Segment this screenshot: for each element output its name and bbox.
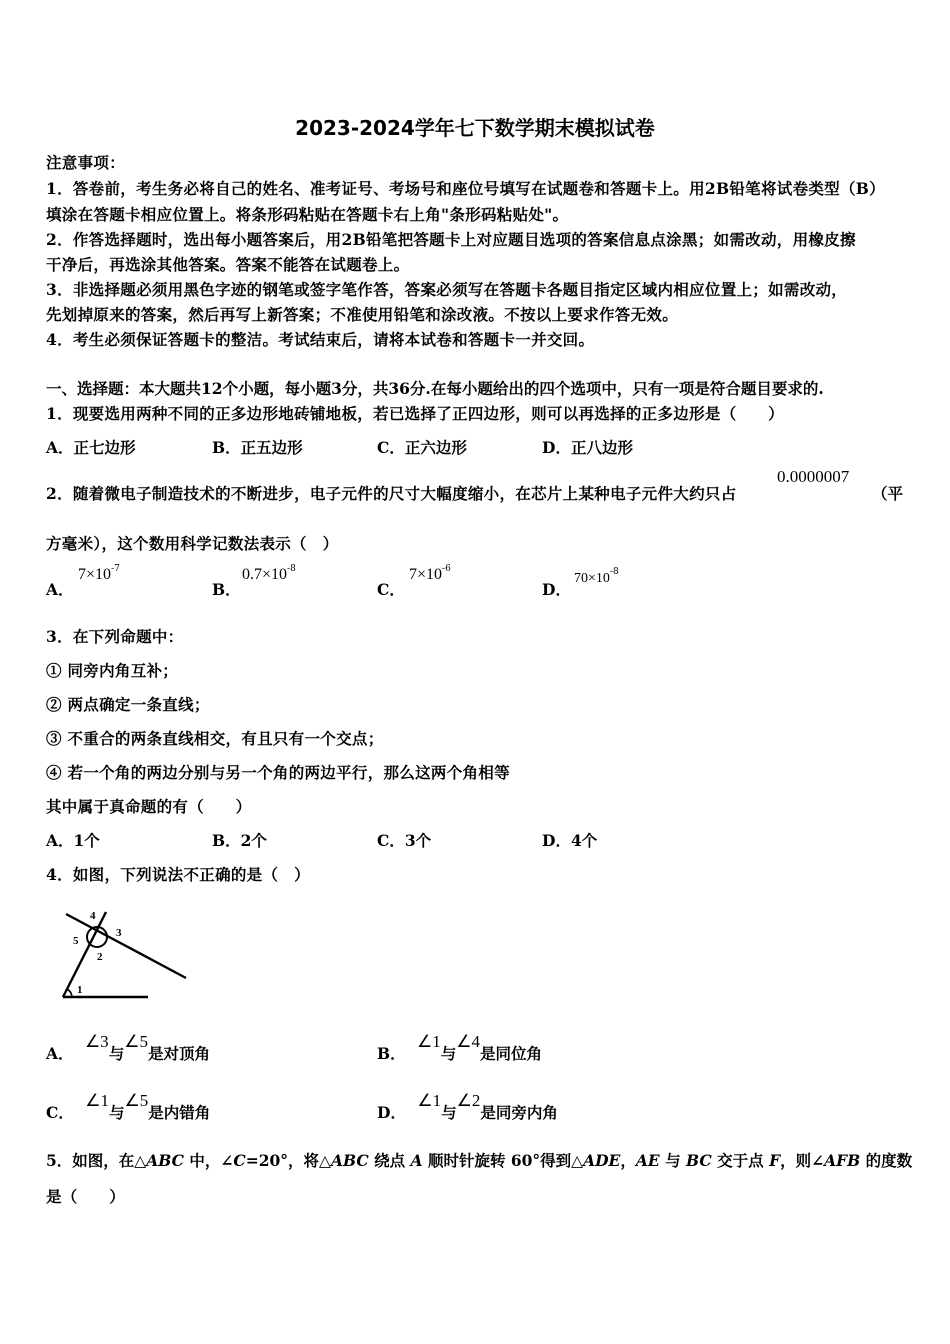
q3-option-d[interactable]: D．4个	[542, 831, 598, 850]
q4-c-angle2: ∠5	[124, 1091, 149, 1110]
q5-t: 的度数	[860, 1151, 913, 1170]
notice-line: 4．考生必须保证答题卡的整洁。考试结束后，请将本试卷和答题卡一并交回。	[46, 330, 595, 349]
q3-option-a[interactable]: A．1个	[46, 831, 100, 850]
q4-a-angle2: ∠5	[124, 1032, 148, 1051]
q5-t: A	[410, 1151, 423, 1170]
q5-stem-cont: 是（ ）	[46, 1187, 126, 1206]
q3-item: ③ 不重合的两条直线相交，有且只有一个交点；	[46, 729, 384, 748]
q2-stem	[46, 482, 737, 504]
q4-d-angle1: ∠1	[417, 1091, 442, 1110]
q4-option-d[interactable]	[377, 1091, 558, 1123]
q2-option-c[interactable]	[377, 578, 405, 600]
q1-option-d[interactable]: D．正八边形	[542, 438, 633, 457]
q3-option-c[interactable]: C．3个	[377, 831, 432, 850]
q1-option-a[interactable]: A．正七边形	[46, 438, 136, 457]
q1-option-b[interactable]: B．正五边形	[212, 438, 303, 457]
q4-a-angle1: ∠3	[84, 1032, 109, 1051]
q4-c-text: 是内错角	[148, 1103, 211, 1122]
notice-line: 干净后，再选涂其他答案。答案不能答在试题卷上。	[46, 255, 410, 274]
q2-stem-text: 2．随着微电子制造技术的不断进步，电子元件的尺寸大幅度缩小，在芯片上某种电子元件大约只占	[46, 484, 737, 503]
q4-figure	[58, 900, 193, 1004]
q4-b-with: 与	[440, 1044, 457, 1063]
q2-c-exp: -6	[442, 564, 451, 574]
q1-stem: 1．现要选用两种不同的正多边形地砖铺地板，若已选择了正四边形，则可以再选择的正多边形是（ ）	[46, 404, 784, 423]
q3-option-b[interactable]: B．2个	[212, 831, 267, 850]
q4-option-c[interactable]	[46, 1091, 211, 1123]
q2-number	[777, 467, 849, 487]
q5-t: F	[769, 1151, 781, 1170]
notice-line: 先划掉原来的答案，然后再写上新答案；不准使用铅笔和涂改液。不按以上要求作答无效。	[46, 305, 679, 324]
q4-a-label: A．	[46, 1044, 74, 1063]
q3-stem: 3．在下列命题中：	[46, 627, 184, 646]
q5-t: 交于点	[711, 1151, 770, 1170]
q4-c-with: 与	[109, 1103, 125, 1122]
section-heading: 一、选择题：本大题共12个小题，每小题3分，共36分.在每小题给出的四个选项中，只有一项是符合题目要求的.	[46, 379, 824, 398]
q2-option-a-label: A．	[46, 580, 74, 599]
q5-t: C	[233, 1151, 246, 1170]
q5-t: 中，∠	[183, 1151, 234, 1170]
q2-option-b-math	[242, 564, 296, 584]
figure-label-5: 5	[73, 935, 79, 947]
q2-a-base: 7×10	[78, 566, 112, 583]
q5-stem	[46, 1149, 912, 1171]
q4-a-text: 是对顶角	[147, 1044, 210, 1063]
q2-b-base: 0.7×10	[242, 566, 288, 583]
q5-t: 顺时针旋转 60°得到△	[422, 1151, 584, 1170]
q4-d-label: D．	[377, 1103, 406, 1122]
q3-item: ② 两点确定一条直线；	[46, 695, 210, 714]
q5-t: BC	[686, 1151, 712, 1170]
notice-line: 2．作答选择题时，选出每小题答案后，用2B铅笔把答题卡上对应题目选项的答案信息点涂黑；如需改动，用橡皮擦	[46, 230, 856, 249]
q4-d-angle2: ∠2	[456, 1091, 481, 1110]
q2-number-value: 0.0000007	[777, 467, 850, 486]
q2-b-exp: -8	[287, 564, 296, 574]
notice-heading: 注意事项：	[46, 153, 126, 172]
q4-option-b[interactable]	[377, 1032, 543, 1064]
q2-option-a[interactable]	[46, 578, 74, 600]
q4-stem: 4．如图，下列说法不正确的是（ ）	[46, 865, 310, 884]
q2-option-b-label: B．	[212, 580, 241, 599]
q5-t: =20°，将△	[245, 1151, 331, 1170]
q2-c-base: 7×10	[409, 566, 443, 583]
q5-t: 5．如图，在△	[46, 1151, 147, 1170]
q4-b-label: B．	[377, 1044, 406, 1063]
q4-b-text: 是同位角	[480, 1044, 543, 1063]
q4-c-label: C．	[46, 1103, 74, 1122]
notice-line: 3．非选择题必须用黑色字迹的钢笔或签字笔作答，答案必须写在答题卡各题目指定区域内相应位置上；如需改动，	[46, 280, 848, 299]
q4-d-text: 是同旁内角	[480, 1103, 558, 1122]
q4-d-with: 与	[441, 1103, 457, 1122]
q2-d-base: 70×10	[574, 571, 610, 586]
q2-option-d[interactable]	[542, 578, 571, 600]
q5-t: ABC	[146, 1151, 184, 1170]
q2-option-a-math	[78, 564, 120, 584]
q5-t: ，则∠	[780, 1151, 825, 1170]
q3-item: ① 同旁内角互补；	[46, 661, 179, 680]
figure-label-3: 3	[116, 927, 122, 939]
q4-b-angle1: ∠1	[417, 1032, 441, 1051]
q2-option-b[interactable]	[212, 578, 241, 600]
page-title: 2023-2024学年七下数学期末模拟试卷	[295, 116, 655, 140]
figure-angle-arc	[67, 989, 72, 997]
q5-t: 与	[659, 1151, 687, 1170]
q4-b-angle2: ∠4	[456, 1032, 481, 1051]
q3-item: ④ 若一个角的两边分别与另一个角的两边平行，那么这两个角相等	[46, 763, 510, 782]
q5-t: AFB	[824, 1151, 861, 1170]
q4-a-with: 与	[108, 1044, 125, 1063]
q4-c-angle1: ∠1	[85, 1091, 109, 1110]
q5-t: ABC	[330, 1151, 369, 1170]
q2-option-d-math	[574, 567, 619, 587]
figure-line-shallow	[66, 914, 186, 978]
q2-stem-end: （平	[872, 484, 904, 503]
q5-t: AE	[635, 1151, 660, 1170]
q2-option-d-label: D．	[542, 580, 571, 599]
q2-a-exp: -7	[111, 564, 120, 574]
q5-t: 绕点	[368, 1151, 411, 1170]
q2-stem-cont: 方毫米），这个数用科学记数法表示（ ）	[46, 534, 339, 553]
q4-option-a[interactable]	[46, 1032, 210, 1064]
q3-question: 其中属于真命题的有（ ）	[46, 797, 252, 816]
q2-option-c-math	[409, 564, 451, 584]
q2-option-c-label: C．	[377, 580, 405, 599]
q2-d-exp: -8	[609, 567, 619, 577]
q5-t: ，	[620, 1151, 636, 1170]
figure-label-2: 2	[97, 951, 103, 963]
notice-line: 填涂在答题卡相应位置上。将条形码粘贴在答题卡右上角"条形码粘贴处"。	[46, 205, 569, 224]
q1-option-c[interactable]: C．正六边形	[377, 438, 467, 457]
figure-label-4: 4	[90, 910, 96, 922]
notice-line: 1．答卷前，考生务必将自己的姓名、准考证号、考场号和座位号填写在试题卷和答题卡上。用2B铅笔将试卷类型（B）	[46, 179, 885, 198]
figure-label-1: 1	[77, 984, 83, 996]
q5-t: ADE	[583, 1151, 621, 1170]
